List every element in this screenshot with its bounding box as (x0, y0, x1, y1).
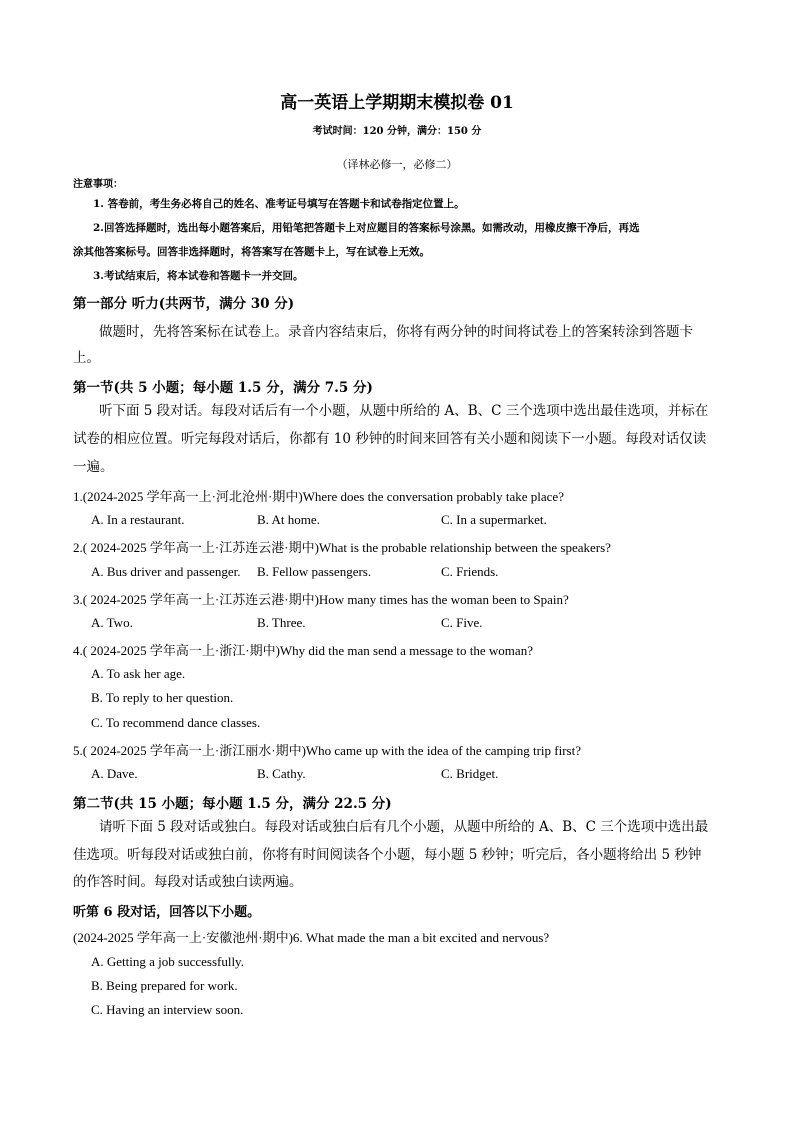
exam-title: 高一英语上学期期末模拟卷 01 (280, 93, 514, 113)
option-b: B. Three. (257, 615, 306, 630)
option-c: C. Friends. (441, 564, 499, 579)
option-a: A. Two. (91, 615, 133, 630)
section1-line1: 听下面 5 段对话。每段对话后有一个小题，从题中所给的 A、B、C 三个选项中选出最佳选项，并标在 (99, 403, 709, 419)
option-c: C. Bridget. (441, 766, 499, 781)
option-b: B. Fellow passengers. (257, 564, 372, 579)
section2-heading: 第二节(共 15 小题；每小题 1.5 分，满分 22.5 分) (73, 796, 392, 812)
exam-scope: （译林必修一，必修二） (336, 158, 458, 171)
section2-line2: 佳选项。听每段对话或独白前，你将有时间阅读各个小题，每小题 5 秒钟；听完后，各小题将给出 5 秒钟 (73, 847, 702, 863)
option-b: B. At home. (257, 512, 320, 527)
option-c: C. To recommend dance classes. (91, 715, 261, 730)
option-a: A. Dave. (91, 766, 138, 781)
option-b: B. Being prepared for work. (91, 978, 238, 993)
question-stem: 2.( 2024-2025 学年高一上·江苏连云港·期中)What is the probable relationship between the speakers? (73, 540, 611, 555)
part1-instruction-line1: 做题时，先将答案标在试卷上。录音内容结束后，你将有两分钟的时间将试卷上的答案转涂到答题卡 (99, 324, 693, 340)
part1-instruction-line2: 上。 (73, 350, 100, 366)
question-stem: 4.( 2024-2025 学年高一上·浙江·期中)Why did the man send a message to the woman? (73, 643, 533, 658)
section2-line3: 的作答时间。每段对话或独白读两遍。 (73, 874, 303, 890)
part1-heading: 第一部分 听力(共两节，满分 30 分) (73, 296, 295, 312)
option-a: A. Bus driver and passenger. (91, 564, 241, 579)
option-c: C. In a supermarket. (441, 512, 547, 527)
question-stem: 1.(2024-2025 学年高一上·河北沧州·期中)Where does the conversation probably take place? (73, 489, 564, 504)
option-c: C. Five. (441, 615, 483, 630)
option-a: A. To ask her age. (91, 666, 186, 681)
note-item-2-cont: 涂其他答案标号。回答非选择题时，将答案写在答题卡上，写在试卷上无效。 (73, 246, 430, 258)
question-stem: 5.( 2024-2025 学年高一上·浙江丽水·期中)Who came up with the idea of the camping trip first? (73, 743, 581, 758)
section1-line2: 试卷的相应位置。听完每段对话后，你都有 10 秒钟的时间来回答有关小题和阅读下一小题。每段对话仅读 (73, 431, 707, 447)
option-b: B. Cathy. (257, 766, 306, 781)
question-stem: 3.( 2024-2025 学年高一上·江苏连云港·期中)How many times has the woman been to Spain? (73, 592, 569, 607)
section1-heading: 第一节(共 5 小题；每小题 1.5 分，满分 7.5 分) (73, 380, 373, 396)
section2-lead: 听第 6 段对话，回答以下小题。 (73, 905, 261, 920)
section2-line1: 请听下面 5 段对话或独白。每段对话或独白后有几个小题，从题中所给的 A、B、C 三个选项中选出最 (99, 819, 709, 835)
question-stem: (2024-2025 学年高一上·安徽池州·期中)6. What made the man a bit excited and nervous? (73, 930, 550, 945)
option-a: A. In a restaurant. (91, 512, 185, 527)
note-item-3: 3.考试结束后，将本试卷和答题卡一并交回。 (93, 270, 304, 282)
exam-time-and-score: 考试时间：120 分钟，满分：150 分 (312, 126, 482, 137)
option-c: C. Having an interview soon. (91, 1002, 244, 1017)
option-b: B. To reply to her question. (91, 690, 234, 705)
option-a: A. Getting a job successfully. (91, 954, 244, 969)
note-item-2: 2.回答选择题时，选出每小题答案后，用铅笔把答题卡上对应题目的答案标号涂黑。如需改动，用橡皮擦干净后，再选 (93, 222, 640, 234)
note-item-1: 1. 答卷前，考生务必将自己的姓名、准考证号填写在答题卡和试卷指定位置上。 (93, 198, 465, 210)
section1-line3: 一遍。 (73, 459, 114, 475)
notes-heading: 注意事项： (73, 179, 123, 190)
